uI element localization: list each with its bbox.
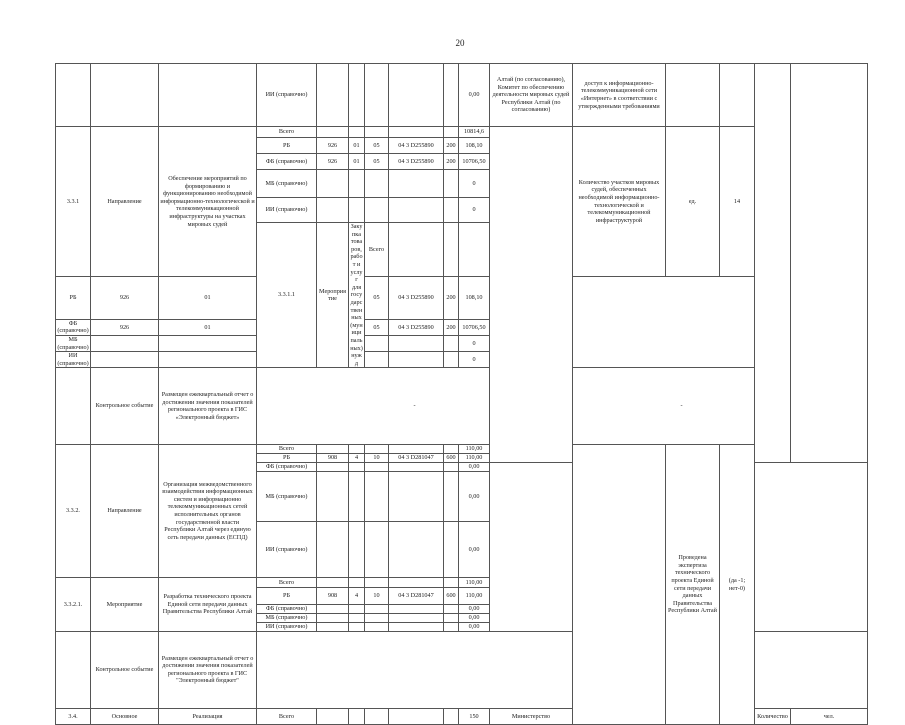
amount-cell: 0 <box>459 170 490 198</box>
grbs-cell: 908 <box>317 454 349 463</box>
indicator-cell: доступ к информационно-телекоммуникационной сети «Интернет» в соответствии с утвержденными требованиями <box>573 64 666 127</box>
budget-source-label: МБ (справочно) <box>57 335 89 351</box>
csr-cell: 04 3 D255890 <box>389 319 444 335</box>
item-number: 3.4. <box>56 708 91 724</box>
vr-cell: 200 <box>444 319 459 335</box>
table-row <box>56 277 868 320</box>
item-number: 3.3.1.1 <box>257 223 317 368</box>
rz-cell: 01 <box>159 319 257 335</box>
budget-source-label: ИИ (справочно) <box>257 622 317 631</box>
budget-source-label: ФБ (справочно) <box>57 319 89 335</box>
amount-cell: 108,10 <box>459 138 490 154</box>
budget-source-label: РБ <box>257 454 317 463</box>
executor-cell: Министерство <box>490 708 573 724</box>
budget-source-label: Всего <box>257 127 317 138</box>
item-type: Основное <box>91 708 159 724</box>
dash-cell: - <box>257 368 573 445</box>
budget-source-label: ИИ (справочно) <box>257 64 317 127</box>
budget-source-label: МБ (справочно) <box>257 170 317 198</box>
budget-source-label: ИИ (справочно) <box>257 198 317 223</box>
item-type: Мероприятие <box>317 223 349 368</box>
item-name: Разработка технического проекта Единой сети передачи данных Правительства Республики Алтай <box>159 577 257 631</box>
item-name: Размещен ежеквартальный отчет о достижении значения показателей регионального проекта в ГИС "Электронный бюджет" <box>159 631 257 708</box>
grbs-cell: 926 <box>317 154 349 170</box>
item-type: Направление <box>91 127 159 277</box>
budget-source-label: ФБ (справочно) <box>257 154 317 170</box>
grbs-cell: 926 <box>91 277 159 320</box>
vr-cell: 600 <box>444 587 459 604</box>
item-number: 3.3.2. <box>56 445 91 578</box>
budget-source-label: ФБ (справочно) <box>257 462 317 471</box>
amount-cell: 0,00 <box>459 613 490 622</box>
amount-cell: 108,10 <box>459 277 490 320</box>
budget-source-label: РБ <box>56 277 91 320</box>
budget-source-label: РБ <box>257 587 317 604</box>
vr-cell: 200 <box>444 138 459 154</box>
pr-cell: 05 <box>365 138 389 154</box>
indicator-cell: Проведена экспертиза технического проекта Единой сети передачи данных Правительства Республики Алтай <box>666 445 720 725</box>
budget-source-label: ИИ (справочно) <box>57 352 89 367</box>
csr-cell: 04 3 D281047 <box>389 454 444 463</box>
budget-source-label: РБ <box>257 138 317 154</box>
rz-cell: 01 <box>349 154 365 170</box>
amount-cell: 0 <box>459 352 490 368</box>
table-row <box>56 368 868 445</box>
table-row <box>56 127 868 138</box>
amount-cell: 0,00 <box>459 622 490 631</box>
item-number: 3.3.1 <box>56 127 91 277</box>
grbs-cell: 926 <box>317 138 349 154</box>
target-cell: 14 <box>720 127 755 277</box>
item-name: Организация межведомственного взаимодействия информационных систем и информационно телекоммуникационных сетей исполнительных органов государственной власти Республики Алтай через единую сеть передачи данных (ЕСПД) <box>159 445 257 578</box>
table-row <box>56 64 868 127</box>
pr-cell: 10 <box>365 454 389 463</box>
amount-cell: 110,00 <box>459 587 490 604</box>
item-type: Направление <box>91 445 159 578</box>
vr-cell: 600 <box>444 454 459 463</box>
item-name: Обеспечение мероприятий по формированию и функционированию необходимой информационно-технологической и телекоммуникационной инфраструктуры на участках мировых судей <box>159 127 257 277</box>
grbs-cell: 908 <box>317 587 349 604</box>
amount-cell: 10814,6 <box>459 127 490 138</box>
csr-cell: 04 3 D255890 <box>389 154 444 170</box>
dash-cell: - <box>573 368 791 445</box>
indicator-cell: Количество участков мировых судей, обеспеченных необходимой информационно-технологической и телекоммуникационной инфраструктурой <box>573 127 666 277</box>
rz-cell: 4 <box>349 587 365 604</box>
csr-cell: 04 3 D255890 <box>389 138 444 154</box>
csr-cell: 04 3 D281047 <box>389 587 444 604</box>
item-number: 3.3.2.1. <box>56 577 91 631</box>
grbs-cell: 926 <box>91 319 159 335</box>
pr-cell: 05 <box>365 154 389 170</box>
item-type: Контрольное событие <box>91 631 159 708</box>
amount-cell: 0,00 <box>459 64 490 127</box>
amount-cell: 110,00 <box>459 445 490 454</box>
amount-cell: 110,00 <box>459 454 490 463</box>
executor-cell: Алтай (по согласованию), Комитет по обеспечению деятельности мировых судей Республики Алтай (по согласованию) <box>490 64 573 127</box>
item-name: Реализация <box>159 708 257 724</box>
budget-source-label: Всего <box>257 577 317 587</box>
amount-cell: 0,00 <box>459 462 490 471</box>
unit-cell: (да -1; нет-0) <box>720 445 755 725</box>
table-row <box>56 445 868 454</box>
amount-cell: 0 <box>459 335 490 351</box>
vr-cell: 200 <box>444 277 459 320</box>
pr-cell: 10 <box>365 587 389 604</box>
program-table <box>55 63 868 725</box>
budget-source-label: Всего <box>257 445 317 454</box>
budget-source-label: ИИ (справочно) <box>257 521 317 577</box>
unit-cell: чел. <box>791 708 868 724</box>
indicator-cell: Количество <box>755 708 791 724</box>
amount-cell: 0,00 <box>459 521 490 577</box>
amount-cell: 0,00 <box>459 471 490 521</box>
item-type: Мероприятие <box>91 577 159 631</box>
item-type: Контрольное событие <box>91 368 159 445</box>
amount-cell: 110,00 <box>459 577 490 587</box>
budget-source-label: МБ (справочно) <box>257 613 317 622</box>
rz-cell: 01 <box>159 277 257 320</box>
rz-cell: 4 <box>349 454 365 463</box>
pr-cell: 05 <box>365 277 389 320</box>
pr-cell: 05 <box>365 319 389 335</box>
item-name: Размещен ежеквартальный отчет о достижении значения показателей регионального проекта в ГИС «Электронный бюджет» <box>159 368 257 445</box>
amount-cell: 10706,50 <box>459 319 490 335</box>
budget-source-label: Всего <box>257 708 317 724</box>
rz-cell: 01 <box>349 138 365 154</box>
unit-cell: ед. <box>666 127 720 277</box>
budget-source-label: МБ (справочно) <box>257 471 317 521</box>
amount-cell: 0,00 <box>459 604 490 613</box>
amount-cell: 10706,50 <box>459 154 490 170</box>
vr-cell: 200 <box>444 154 459 170</box>
amount-cell: 150 <box>459 708 490 724</box>
csr-cell: 04 3 D255890 <box>389 277 444 320</box>
budget-source-label: Всего <box>365 223 389 277</box>
budget-source-label: ФБ (справочно) <box>257 604 317 613</box>
item-name: Закупка товаров, работ и услуг для государственных (муниципальных) нужд <box>350 223 363 367</box>
page-number: 20 <box>455 38 465 48</box>
amount-cell: 0 <box>459 198 490 223</box>
